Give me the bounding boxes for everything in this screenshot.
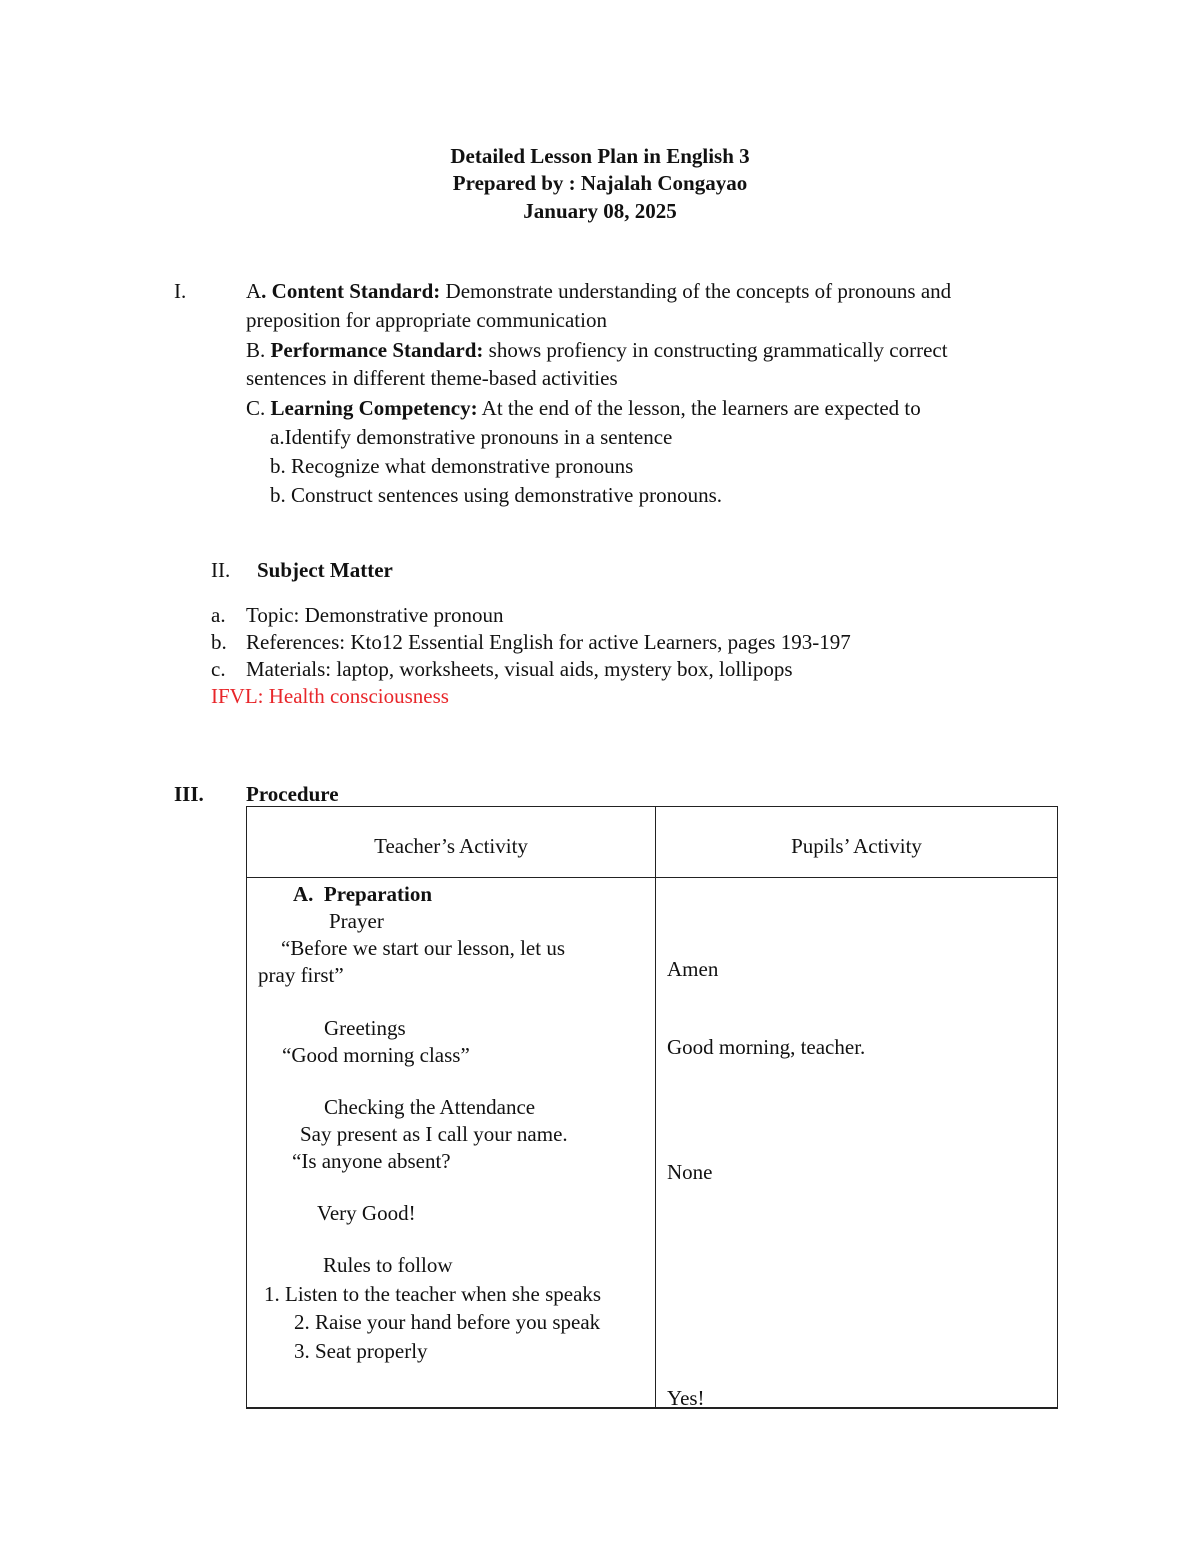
objective-2: b. Recognize what demonstrative pronouns: [270, 454, 634, 478]
table-header-divider: [247, 877, 1057, 878]
pupils-activity-header: Pupils’ Activity: [791, 834, 922, 858]
content-standard-letter: A: [246, 279, 262, 303]
rule-item: 1. Listen to the teacher when she speaks: [264, 1282, 602, 1306]
performance-standard-cont: sentences in different theme-based activities: [246, 366, 618, 390]
prayer-line-1: “Before we start our lesson, let us: [281, 936, 566, 960]
subject-materials: Materials: laptop, worksheets, visual aids, mystery box, lollipops: [246, 657, 793, 681]
section-3-numeral: III.: [174, 782, 204, 806]
subject-item-letter: b.: [211, 630, 227, 654]
preparation-heading: [293, 882, 432, 907]
learning-competency-letter: C.: [246, 396, 271, 420]
attendance-label: Checking the Attendance: [324, 1095, 536, 1119]
subject-references: References: Kto12 Essential English for active Learners, pages 193-197: [246, 630, 851, 654]
preparation-letter: A.: [293, 882, 314, 906]
greetings-line: “Good morning class”: [282, 1043, 470, 1067]
greetings-label: Greetings: [324, 1016, 406, 1040]
subject-item-letter: a.: [211, 603, 226, 627]
section-2-numeral: II.: [211, 558, 231, 582]
ifvl-note: IFVL: Health consciousness: [211, 684, 449, 708]
subject-item-letter: c.: [211, 657, 226, 681]
document-title: Detailed Lesson Plan in English 3: [450, 144, 750, 168]
teacher-activity-header: Teacher’s Activity: [374, 834, 528, 858]
content-standard-cont: preposition for appropriate communication: [246, 308, 607, 332]
performance-standard: [246, 338, 948, 363]
performance-standard-text: shows profiency in constructing grammatically correct: [483, 338, 948, 362]
performance-standard-letter: B.: [246, 338, 271, 362]
preparation-label: Preparation: [323, 882, 433, 906]
prepared-by: Prepared by : Najalah Congayao: [452, 171, 748, 195]
content-standard-text: Demonstrate understanding of the concepts of pronouns and: [440, 279, 952, 303]
pupils-response-yes: Yes!: [667, 1386, 705, 1410]
learning-competency-label: Learning Competency:: [270, 396, 478, 420]
attendance-instruction: Say present as I call your name.: [300, 1122, 568, 1146]
subject-matter-heading: Subject Matter: [257, 558, 393, 582]
learning-competency: [246, 396, 921, 421]
objective-1: a.Identify demonstrative pronouns in a sentence: [270, 425, 673, 449]
section-1-numeral: I.: [174, 279, 187, 303]
document-date: January 08, 2025: [523, 199, 677, 223]
procedure-table: [246, 806, 1058, 1409]
table-column-divider: [655, 807, 656, 1407]
rule-item: 2. Raise your hand before you speak: [294, 1310, 601, 1334]
attendance-question: “Is anyone absent?: [292, 1149, 451, 1173]
performance-standard-label: Performance Standard:: [270, 338, 484, 362]
procedure-heading: Procedure: [246, 782, 339, 806]
rule-item: 3. Seat properly: [294, 1339, 428, 1363]
pupils-response-none: None: [667, 1160, 713, 1184]
objective-3: b. Construct sentences using demonstrative pronouns.: [270, 483, 723, 507]
prayer-line-2: pray first”: [258, 963, 344, 987]
learning-competency-text: At the end of the lesson, the learners are expected to: [477, 396, 921, 420]
content-standard-label: . Content Standard:: [261, 279, 441, 303]
subject-topic: Topic: Demonstrative pronoun: [246, 603, 504, 627]
pupils-response-amen: Amen: [667, 957, 719, 981]
pupils-response-good-morning: Good morning, teacher.: [667, 1035, 866, 1059]
very-good-line: Very Good!: [317, 1201, 416, 1225]
content-standard: [246, 279, 951, 304]
rules-label: Rules to follow: [323, 1253, 453, 1277]
prayer-label: Prayer: [329, 909, 384, 933]
